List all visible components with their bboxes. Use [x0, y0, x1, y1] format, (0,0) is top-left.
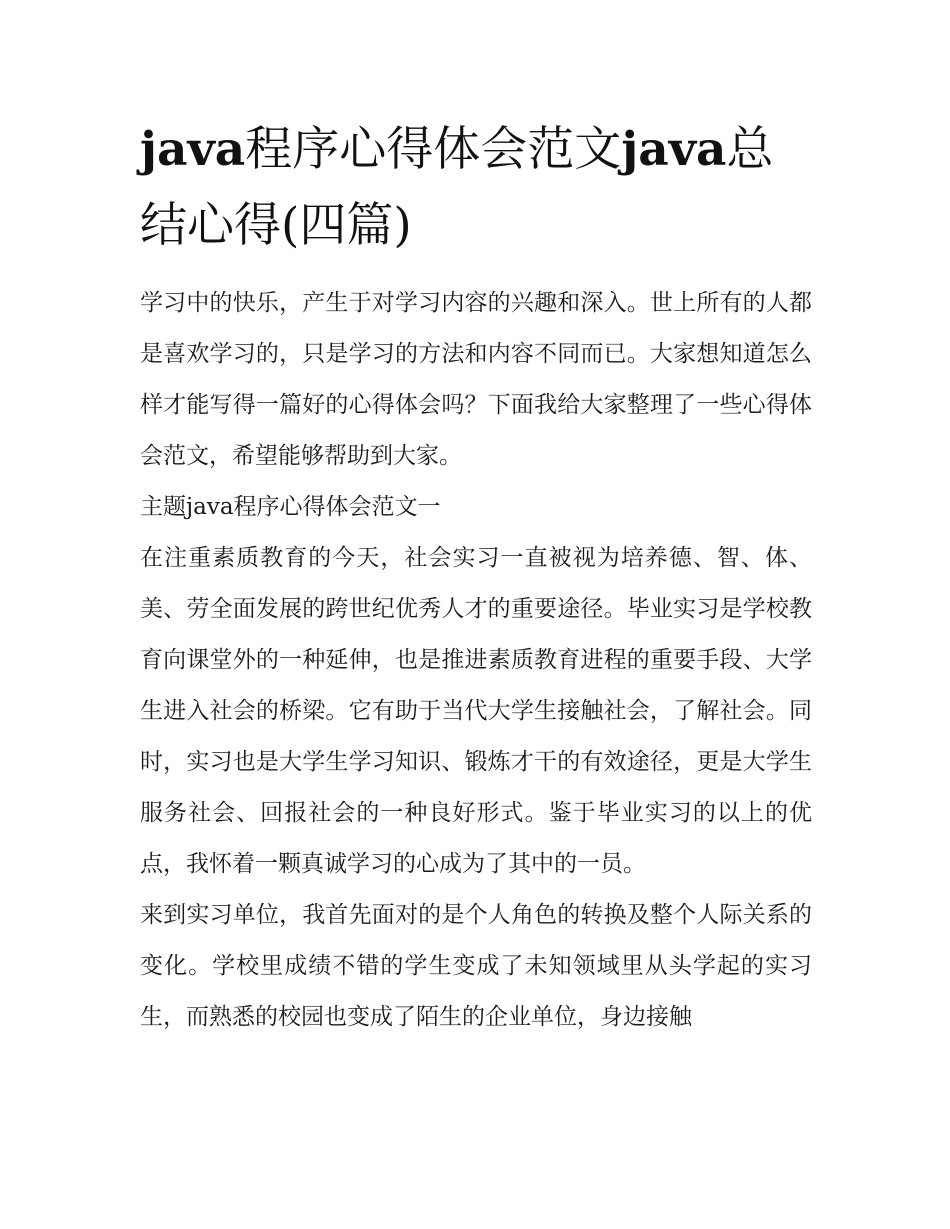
- body-paragraph-2: 来到实习单位，我首先面对的是个人角色的转换及整个人际关系的变化。学校里成绩不错的学生变成了未知领域里从头学起的实习生，而熟悉的校园也变成了陌生的企业单位，身边接触: [140, 902, 812, 1030]
- title-latin-word: java: [621, 122, 727, 177]
- document-title: java程序心得体会范文java总结心得(四篇): [140, 122, 774, 253]
- section-heading: 主题java程序心得体会范文一: [140, 494, 441, 520]
- body-paragraph-1: 在注重素质教育的今天，社会实习一直被视为培养德、智、体、美、劳全面发展的跨世纪优秀人才的重要途径。毕业实习是学校教育向课堂外的一种延伸，也是推进素质教育进程的重要手段、大学生进入社会的桥梁。它有助于当代大学生接触社会，了解社会。同时，实习也是大学生学习知识、锻炼才干的有效途径，更是大学生服务社会、回报社会的一种良好形式。鉴于毕业实习的以上的优点，我怀着一颗真诚学习的心成为了其中的一员。: [140, 545, 812, 877]
- intro-paragraph: 学习中的快乐，产生于对学习内容的兴趣和深入。世上所有的人都是喜欢学习的，只是学习的方法和内容不同而已。大家想知道怎么样才能写得一篇好的心得体会吗？下面我给大家整理了一些心得体会范文，希望能够帮助到大家。: [140, 290, 812, 469]
- title-latin-word: java: [140, 122, 246, 177]
- document-page: [140, 112, 812, 1043]
